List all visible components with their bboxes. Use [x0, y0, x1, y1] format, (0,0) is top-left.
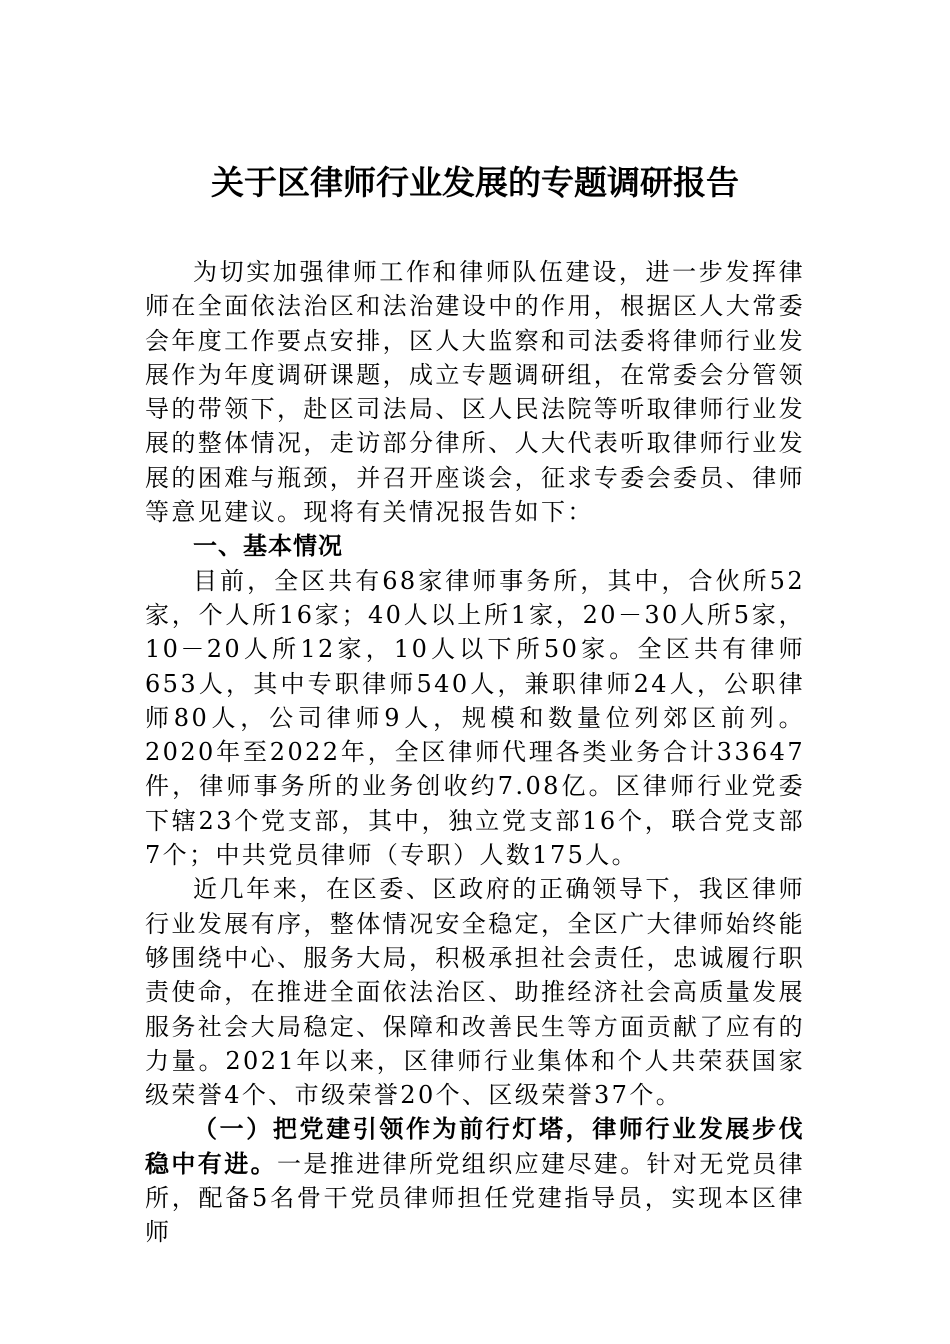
subsection-paragraph	[145, 1112, 805, 1249]
subsection-lead: （一）把党建引领作为前行灯塔，律师行业发展步伐稳中有进。	[145, 1114, 805, 1178]
intro-paragraph: 为切实加强律师工作和律师队伍建设，进一步发挥律师在全面依法治区和法治建设中的作用，根据区人大常委会年度工作要点安排，区人大监察和司法委将律师行业发展作为年度调研课题，成立专题调研组，在常委会分管领导的带领下，赴区司法局、区人民法院等听取律师行业发展的整体情况，走访部分律所、人大代表听取律师行业发展的困难与瓶颈，并召开座谈会，征求专委会委员、律师等意见建议。现将有关情况报告如下：	[145, 258, 805, 527]
section-heading: 一、基本情况	[193, 532, 343, 561]
document-title: 关于区律师行业发展的专题调研报告	[211, 163, 739, 202]
basic-info-paragraph: 目前，全区共有68家律师事务所，其中，合伙所52家，个人所16家；40人以上所1家，20－30人所5家，10－20人所12家，10人以下所50家。全区共有律师653人，其中专职律师540人，兼职律师24人，公职律师80人，公司律师9人，规模和数量位列郊区前列。2020年至2022年，全区律师代理各类业务合计33647件，律师事务所的业务创收约7.08亿。区律师行业党委下辖23个党支部，其中，独立党支部16个，联合党支部7个；中共党员律师（专职）人数175人。	[145, 566, 805, 870]
subsection-text: 一是推进律所党组织应建尽建。针对无党员律所，配备5名骨干党员律师担任党建指导员，实现本区律师	[145, 1149, 805, 1247]
development-paragraph: 近几年来，在区委、区政府的正确领导下，我区律师行业发展有序，整体情况安全稳定，全区广大律师始终能够围绕中心、服务大局，积极承担社会责任，忠诚履行职责使命，在推进全面依法治区、助推经济社会高质量发展服务社会大局稳定、保障和改善民生等方面贡献了应有的力量。2021年以来，区律师行业集体和个人共荣获国家级荣誉4个、市级荣誉20个、区级荣誉37个。	[145, 875, 805, 1110]
document-body	[145, 255, 805, 1250]
